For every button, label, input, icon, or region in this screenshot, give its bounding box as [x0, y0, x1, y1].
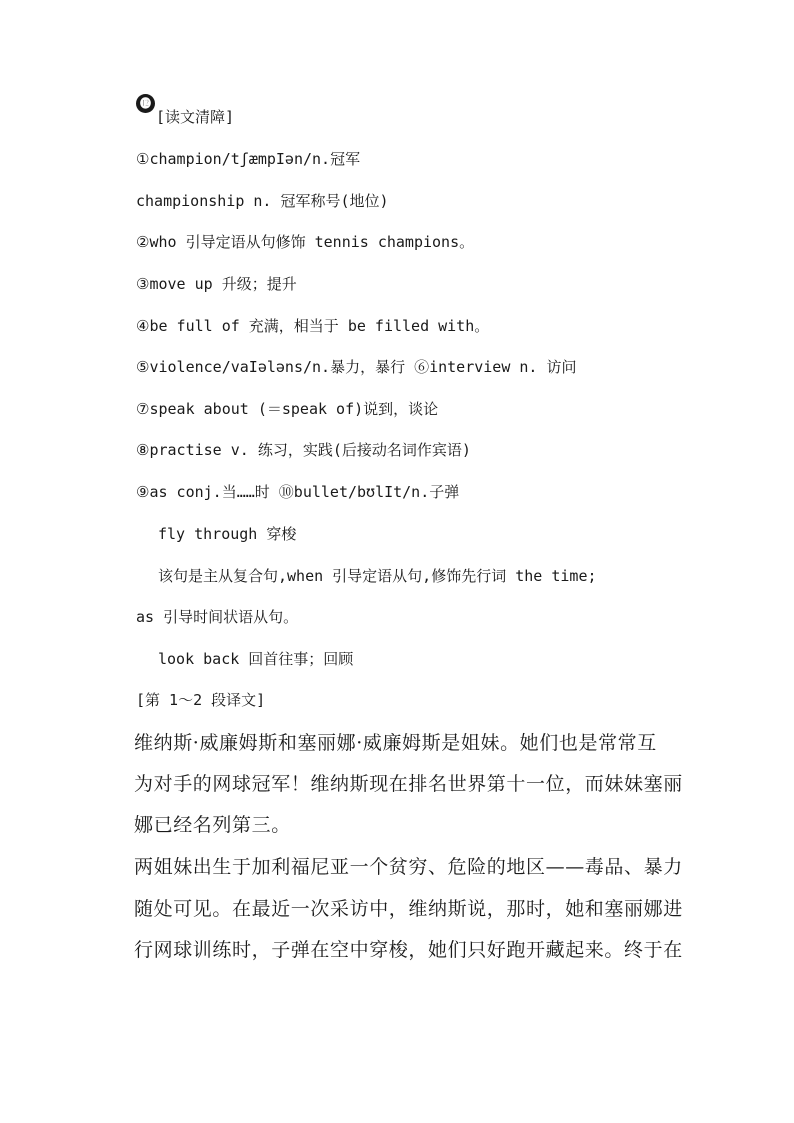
- translation-header: [第 1～2 段译文]: [136, 691, 266, 709]
- translation-line: 娜已经名列第三。: [134, 814, 291, 836]
- translation-line: 随处可见。在最近一次采访中，维纳斯说，那时，她和塞丽娜进: [134, 898, 683, 920]
- note-line: ④be full of 充满，相当于 be filled with。: [136, 317, 490, 335]
- note-line: ⑦speak about (＝speak of)说到，谈论: [136, 400, 439, 418]
- note-line: ②who 引导定语从句修饰 tennis champions。: [136, 233, 475, 251]
- translation-line: 为对手的网球冠军！维纳斯现在排名世界第十一位，而妹妹塞丽: [134, 773, 683, 795]
- note-line: ⑤violence/vaIələns/n.暴力，暴行 ⑥interview n. 访问: [136, 358, 577, 376]
- note-line: look back 回首往事；回顾: [158, 650, 354, 668]
- section-header: [读文清障]: [156, 108, 235, 126]
- translation-line: 行网球训练时，子弹在空中穿梭，她们只好跑开藏起来。终于在: [134, 939, 683, 961]
- note-line: ③move up 升级；提升: [136, 275, 297, 293]
- note-line: ⑨as conj.当……时 ⑩bullet/bʊlIt/n.子弹: [136, 483, 460, 501]
- translation-line: 两姐妹出生于加利福尼亚一个贫穷、危险的地区——毒品、暴力: [134, 856, 683, 878]
- note-line: fly through 穿梭: [158, 525, 297, 543]
- note-line: as 引导时间状语从句。: [136, 608, 299, 626]
- note-line: 该句是主从复合句,when 引导定语从句,修饰先行词 the time;: [158, 567, 597, 585]
- note-line: ①champion/tʃæmpIən/n.冠军: [136, 150, 361, 168]
- note-line: ⑧practise v. 练习，实践(后接动名词作宾语): [136, 441, 471, 459]
- circled-number-12-icon: ⓬: [136, 94, 155, 113]
- note-line: championship n. 冠军称号(地位): [136, 192, 389, 210]
- translation-line: 维纳斯·威廉姆斯和塞丽娜·威廉姆斯是姐妹。她们也是常常互: [134, 732, 657, 754]
